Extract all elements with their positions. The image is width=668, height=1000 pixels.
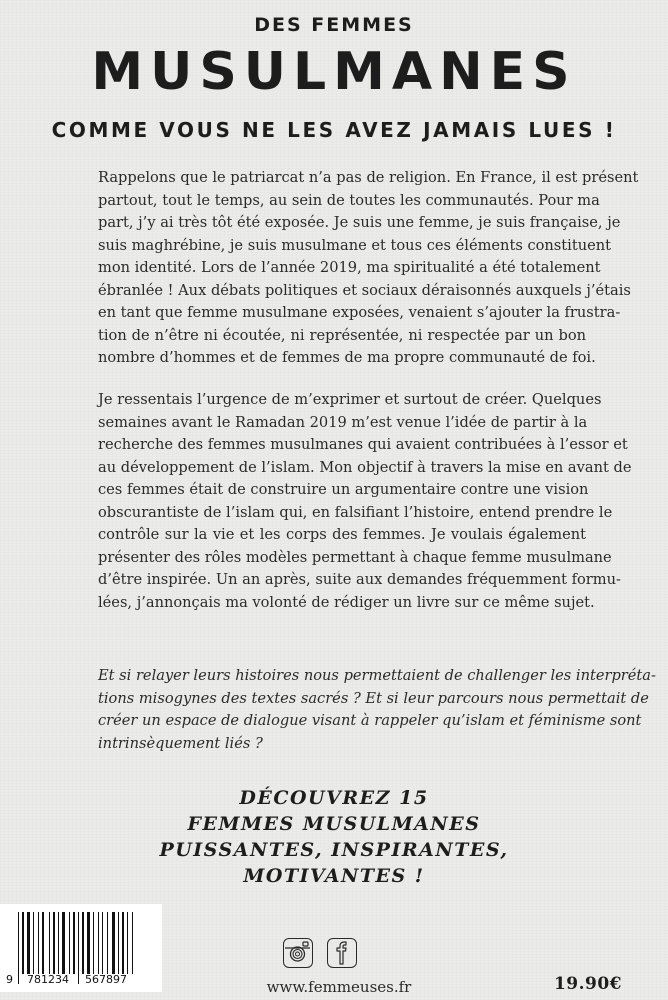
- text-line: recherche des femmes musulmanes qui avaient contribuées à l’essor et: [98, 436, 628, 453]
- text-line: ébranlée ! Aux débats politiques et sociaux déraisonnés auxquels j’étais: [98, 281, 631, 299]
- text-line: mon identité. Lors de l’année 2019, ma spiritualité a été totalement: [98, 259, 601, 276]
- text-line: Je ressentais l’urgence de m’exprimer et surtout de créer. Quelques: [98, 391, 602, 408]
- cta-line: FEMMES MUSULMANES: [187, 813, 481, 835]
- call-to-action: [0, 785, 668, 889]
- cover-title: MUSULMANES: [91, 42, 577, 102]
- text-line: suis maghrébine, je suis musulmane et tous ces éléments constituent: [98, 236, 611, 254]
- text-line: semaines avant le Ramadan 2019 m’est venue l’idée de partir à la: [98, 413, 588, 431]
- text-line: Rappelons que le patriarcat n’a pas de religion. En France, il est présent: [98, 169, 639, 186]
- text-line: au développement de l’islam. Mon objectif à travers la mise en avant de: [98, 458, 632, 476]
- barcode-bar: [122, 912, 124, 974]
- website-link[interactable]: www.femmeuses.fr: [266, 978, 412, 996]
- barcode-bar: [78, 912, 79, 984]
- barcode-bar: [38, 912, 39, 974]
- text-line: tions misogynes des textes sacrés ? Et si leur parcours nous permettait de: [98, 689, 649, 707]
- text-line: contrôle sur la vie et les corps des femmes. Je voulais également: [98, 526, 586, 543]
- text-line: créer un espace de dialogue visant à rappeler qu’islam et féminisme sont: [98, 712, 642, 729]
- barcode-bar: [22, 912, 24, 974]
- text-line: intrinsèquement liés ?: [98, 734, 263, 752]
- paragraph-intro: [98, 167, 639, 370]
- barcode-bar: [62, 912, 65, 974]
- barcode-bar: [132, 912, 133, 974]
- barcode-bar: [118, 912, 119, 974]
- cover-subtitle: COMME VOUS NE LES AVEZ JAMAIS LUES !: [51, 118, 617, 142]
- social-links: [283, 938, 357, 968]
- text-line: Et si relayer leurs histoires nous permettaient de challenger les interpréta-: [98, 667, 656, 684]
- barcode-bar: [112, 912, 115, 974]
- barcode-bar: [53, 912, 55, 974]
- barcode-bar: [33, 912, 34, 974]
- text-line: partout, tout le temps, au sein de toutes les communautés. Pour ma: [98, 191, 600, 209]
- text-line: obscurantiste de l’islam qui, en falsifiant l’histoire, entend prendre le: [98, 503, 613, 521]
- barcode-bar: [49, 912, 50, 974]
- barcode-bar: [42, 912, 44, 974]
- cta-line: DÉCOUVREZ 15: [239, 787, 429, 809]
- barcode-digits-left: 781234: [27, 973, 69, 986]
- paragraph-motivation: [98, 389, 632, 614]
- facebook-icon[interactable]: [327, 938, 357, 968]
- cta-line: MOTIVANTES !: [243, 865, 425, 887]
- instagram-icon[interactable]: [283, 938, 313, 968]
- text-line: tion de n’être ni écoutée, ni représentée, ni respectée par un bon: [98, 326, 586, 344]
- barcode-bar: [73, 912, 75, 974]
- barcode-bar: [127, 912, 128, 974]
- barcode-digits-right: 567897: [85, 973, 127, 986]
- text-line: nombre d’hommes et de femmes de ma propre communauté de foi.: [98, 349, 596, 366]
- text-line: en tant que femme musulmane exposées, venaient s’ajouter la frustra-: [98, 304, 621, 321]
- barcode-bar: [98, 912, 99, 974]
- cta-line: PUISSANTES, INSPIRANTES,: [159, 839, 509, 861]
- barcode-bar: [87, 912, 90, 974]
- text-line: lées, j’annonçais ma volonté de rédiger un livre sur ce même sujet.: [98, 593, 595, 611]
- barcode-bar: [69, 912, 70, 974]
- paragraph-questions: [98, 665, 656, 755]
- barcode-bar: [27, 912, 30, 974]
- barcode-bar: [18, 912, 19, 984]
- barcode-digit-first: 9: [6, 973, 13, 986]
- barcode-bar: [82, 912, 84, 974]
- text-line: ces femmes était de construire un argumentaire contre une vision: [98, 481, 589, 498]
- barcode-bar: [93, 912, 94, 974]
- barcode-bar: [58, 912, 59, 974]
- text-line: d’être inspirée. Un an après, suite aux demandes fréquemment formu-: [98, 571, 621, 588]
- barcode-bar: [107, 912, 108, 974]
- barcode-bar: [102, 912, 103, 974]
- text-line: présenter des rôles modèles permettant à chaque femme musulmane: [98, 548, 612, 566]
- price-label: 19.90€: [553, 974, 622, 994]
- text-line: part, j’y ai très tôt été exposée. Je suis une femme, je suis française, je: [98, 214, 621, 231]
- cover-kicker: DES FEMMES: [254, 14, 414, 36]
